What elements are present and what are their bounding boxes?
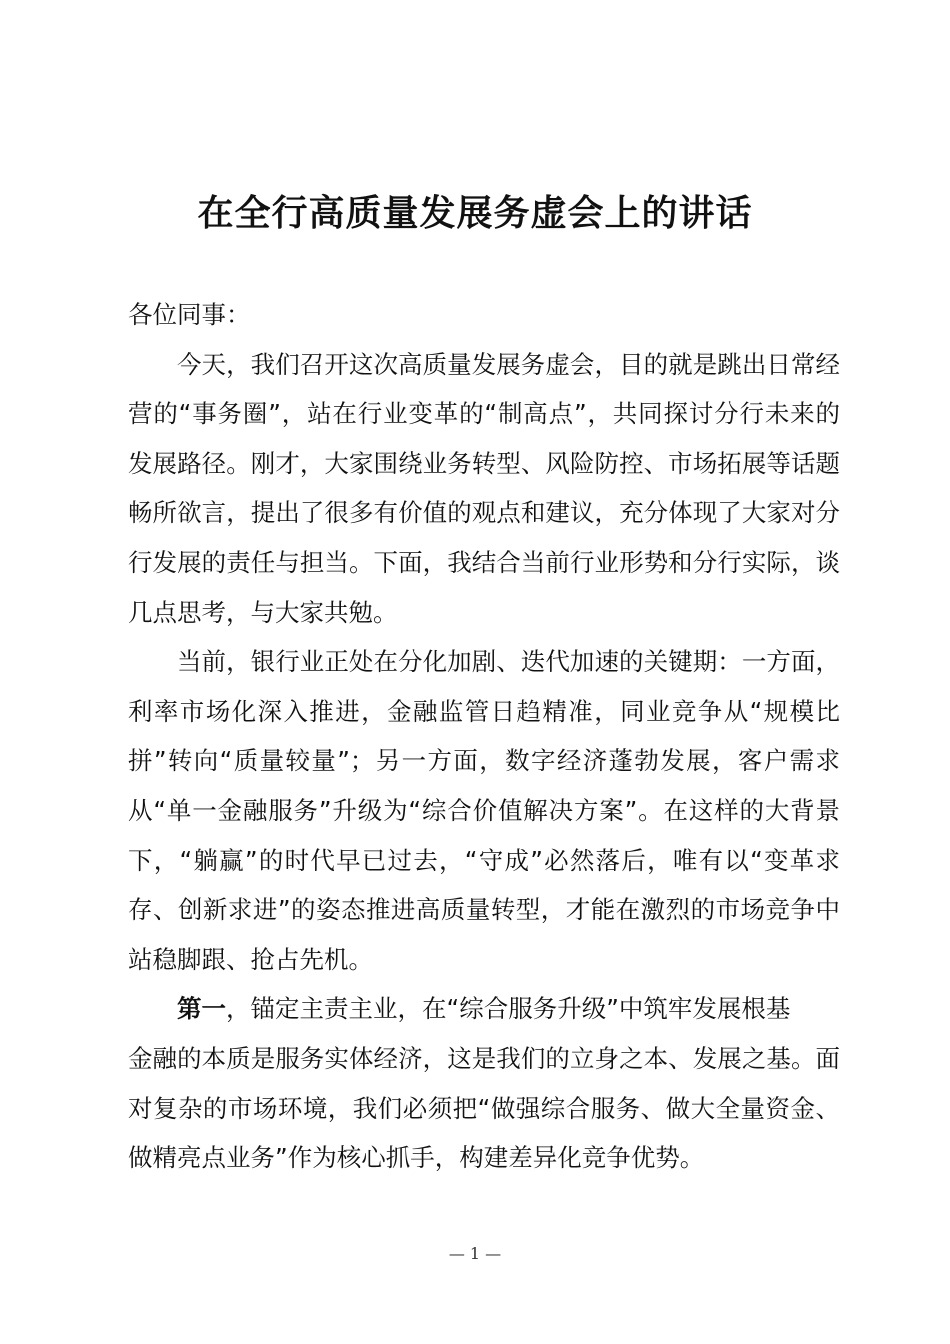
section-1-paragraph: 金融的本质是服务实体经济，这是我们的立身之本、发展之基。面对复杂的市场环境，我们必须把“做强综合服务、做大全量资金、做精亮点业务”作为核心抓手，构建差异化竞争优势。: [128, 1043, 840, 1173]
section-1-heading: [128, 984, 840, 1034]
document-title: 在全行高质量发展务虚会上的讲话: [197, 193, 753, 234]
section-1-heading-ordinal: 第一: [177, 994, 226, 1024]
page-number: — 1 —: [448, 1244, 502, 1263]
paragraph-2: 当前，银行业正处在分化加剧、迭代加速的关键期：一方面，利率市场化深入推进，金融监管日趋精准，同业竞争从“规模比拼”转向“质量较量”；另一方面，数字经济蓬勃发展，客户需求从“单一金融服务”升级为“综合价值解决方案”。在这样的大背景下，“躺赢”的时代早已过去，“守成”必然落后，唯有以“变革求存、创新求进”的姿态推进高质量转型，才能在激烈的市场竞争中站稳脚跟、抢占先机。: [128, 647, 840, 974]
document-body: [128, 290, 840, 1183]
paragraph-1: 今天，我们召开这次高质量发展务虚会，目的就是跳出日常经营的“事务圈”，站在行业变革的“制高点”，共同探讨分行未来的发展路径。刚才，大家围绕业务转型、风险防控、市场拓展等话题畅所欲言，提出了很多有价值的观点和建议，充分体现了大家对分行发展的责任与担当。下面，我结合当前行业形势和分行实际，谈几点思考，与大家共勉。: [128, 349, 840, 627]
section-1-heading-text: ，锚定主责主业，在“综合服务升级”中筑牢发展根基: [226, 994, 791, 1024]
salutation: 各位同事：: [128, 300, 251, 329]
